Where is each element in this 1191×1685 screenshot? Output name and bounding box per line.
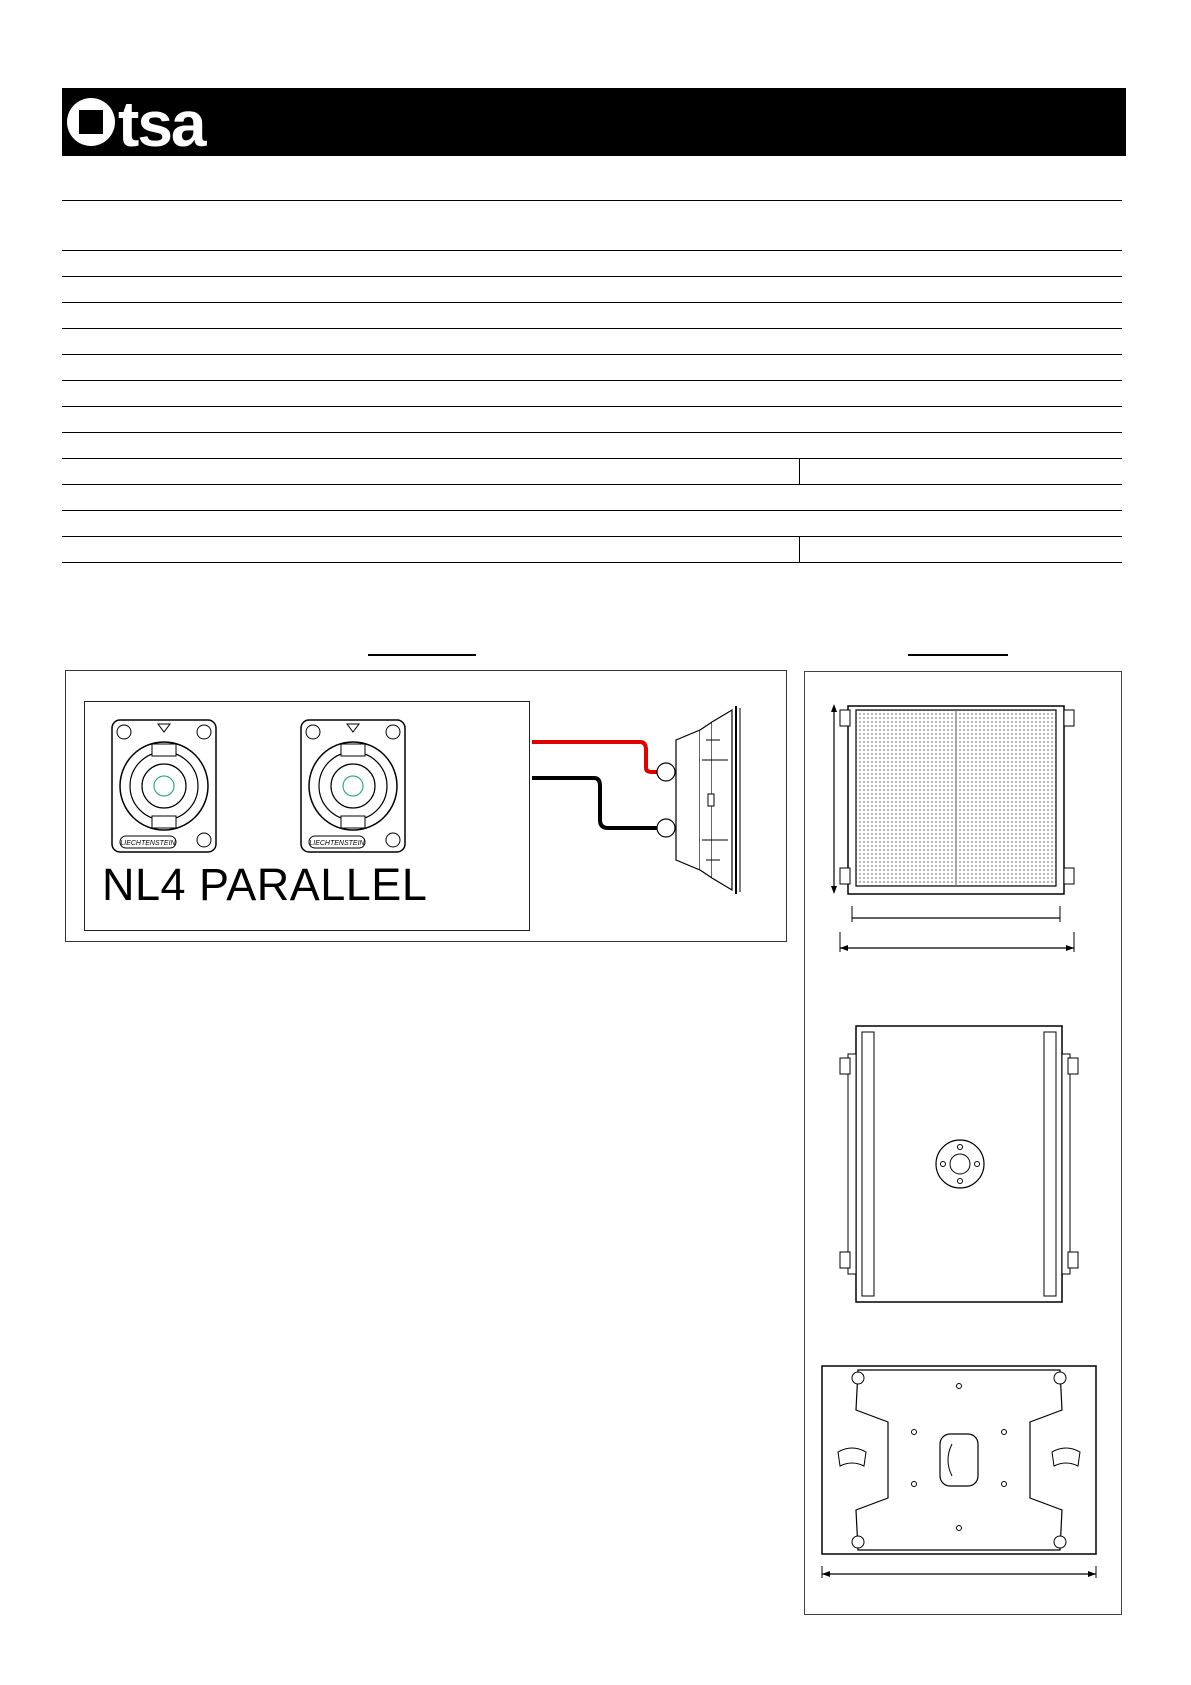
spec-row: [62, 407, 1122, 433]
spec-row: [62, 225, 1122, 251]
speaker-wiring-icon: [530, 700, 786, 940]
nl4-connector-icon: [110, 718, 218, 854]
spec-row: [62, 511, 1122, 537]
dimensions-section-heading-line: [908, 654, 1008, 656]
front-view-drawing: [830, 700, 1090, 960]
rear-view-drawing: [818, 1362, 1100, 1588]
connector-brand-text: LIECHTENSTEIN: [309, 840, 365, 847]
spec-row: [62, 303, 1122, 329]
positive-wire: [532, 742, 658, 772]
spec-row: [62, 381, 1122, 407]
spec-row: [62, 277, 1122, 303]
tsa-logo: [62, 88, 288, 160]
spec-row: [62, 329, 1122, 355]
spec-row: [62, 251, 1122, 277]
wiring-section-heading-line: [368, 654, 476, 656]
spec-row: [62, 537, 1122, 563]
spec-row: [62, 200, 1122, 201]
spec-row: [62, 355, 1122, 381]
nl4-connector-icon: [299, 718, 407, 854]
spec-row: [62, 485, 1122, 511]
svg-text:tsa: tsa: [118, 88, 205, 160]
top-view-drawing: [836, 1024, 1082, 1306]
spec-row: [62, 459, 1122, 485]
negative-wire: [532, 778, 658, 828]
specification-table: [62, 200, 1122, 563]
connector-brand-text: LIECHTENSTEIN: [120, 840, 176, 847]
panel-label: NL4 PARALLEL: [102, 859, 428, 910]
spec-row: [62, 433, 1122, 459]
